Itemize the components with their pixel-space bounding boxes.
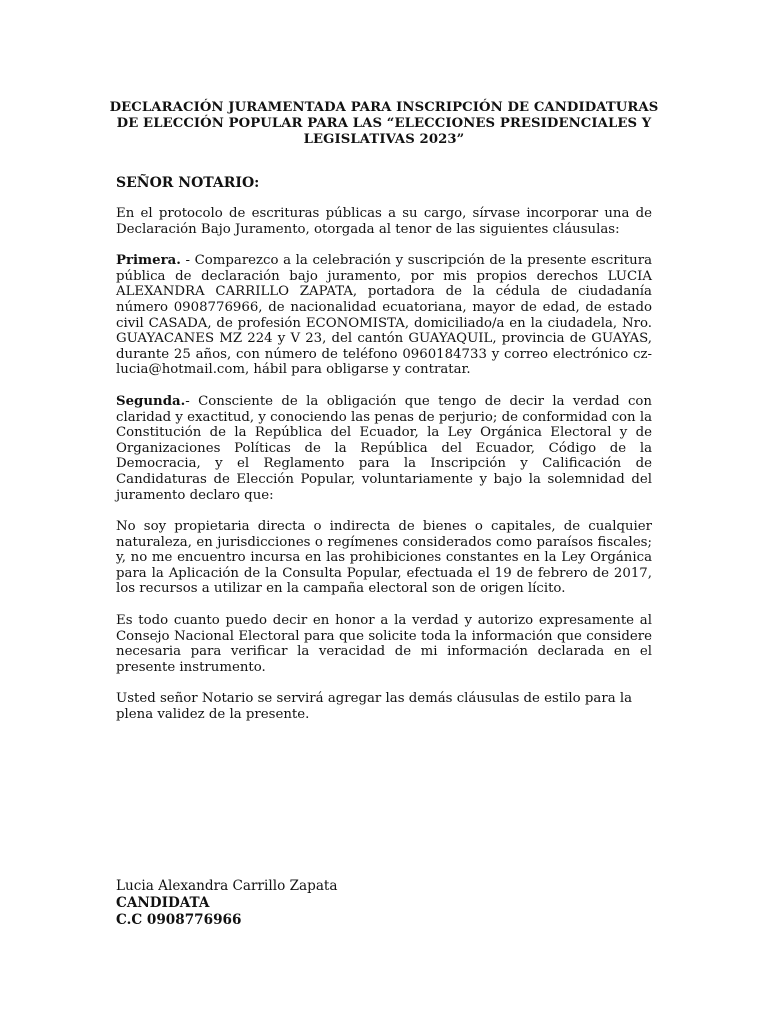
clause-primera (116, 253, 652, 378)
signature-name: Lucia Alexandra Carrillo Zapata (116, 878, 338, 894)
signature-role: CANDIDATA (116, 895, 210, 911)
signature-id: C.C 0908776966 (116, 912, 242, 928)
clause-primera-label: Primera. (116, 253, 181, 269)
clause-primera-text: - Comparezco a la celebración y suscripción de la presente escritura pública de declaración bajo juramento, por mis propios derechos LUCIA ALEXANDRA CARRILLO ZAPATA, portadora de la cédula de ciudadanía número 0908776966, de nacionalidad ecuatoriana, mayor de edad, de estado civil CASADA, de profesión ECONOMISTA, domiciliado/a en la ciudadela, Nro. GUAYACANES MZ 224 y V 23, del cantón GUAYAQUIL, provincia de GUAYAS, durante 25 años, con número de teléfono 0960184733 y correo electrónico cz-lucia@hotmail.com, hábil para obligarse y contratar. (116, 253, 652, 378)
salutation: SEÑOR NOTARIO: (116, 175, 260, 191)
signature-block (116, 878, 338, 929)
intro-paragraph: En el protocolo de escrituras públicas a su cargo, sírvase incorporar una de Declaración Bajo Juramento, otorgada al tenor de las siguientes cláusulas: (116, 206, 652, 237)
clause-segunda (116, 394, 652, 503)
document-title: DECLARACIÓN JURAMENTADA PARA INSCRIPCIÓN DE CANDIDATURAS DE ELECCIÓN POPULAR PARA LAS “ELECCIONES PRESIDENCIALES Y LEGISLATIVAS 2023” (109, 100, 659, 147)
paragraph-no-soy: No soy propietaria directa o indirecta de bienes o capitales, de cualquier naturaleza, en jurisdicciones o regímenes considerados como paraísos fiscales; y, no me encuentro incursa en las prohibiciones constantes en la Ley Orgánica para la Aplicación de la Consulta Popular, efectuada el 19 de febrero de 2017, los recursos a utilizar en la campaña electoral son de origen lícito. (116, 519, 652, 597)
paragraph-es-todo: Es todo cuanto puedo decir en honor a la verdad y autorizo expresamente al Consejo Nacional Electoral para que solicite toda la información que considere necesaria para verificar la veracidad de mi información declarada en el presente instrumento. (116, 613, 652, 675)
clause-segunda-text: - Consciente de la obligación que tengo de decir la verdad con claridad y exactitud, y conociendo las penas de perjurio; de conformidad con la Constitución de la República del Ecuador, la Ley Orgánica Electoral y de Organizaciones Políticas de la República del Ecuador, Código de la Democracia, y el Reglamento para la Inscripción y Calificación de Candidaturas de Elección Popular, voluntariamente y bajo la solemnidad del juramento declaro que: (116, 393, 652, 503)
clause-segunda-label: Segunda. (116, 393, 186, 409)
paragraph-usted: Usted señor Notario se servirá agregar las demás cláusulas de estilo para la plena validez de la presente. (116, 691, 633, 723)
document-body (109, 100, 659, 723)
